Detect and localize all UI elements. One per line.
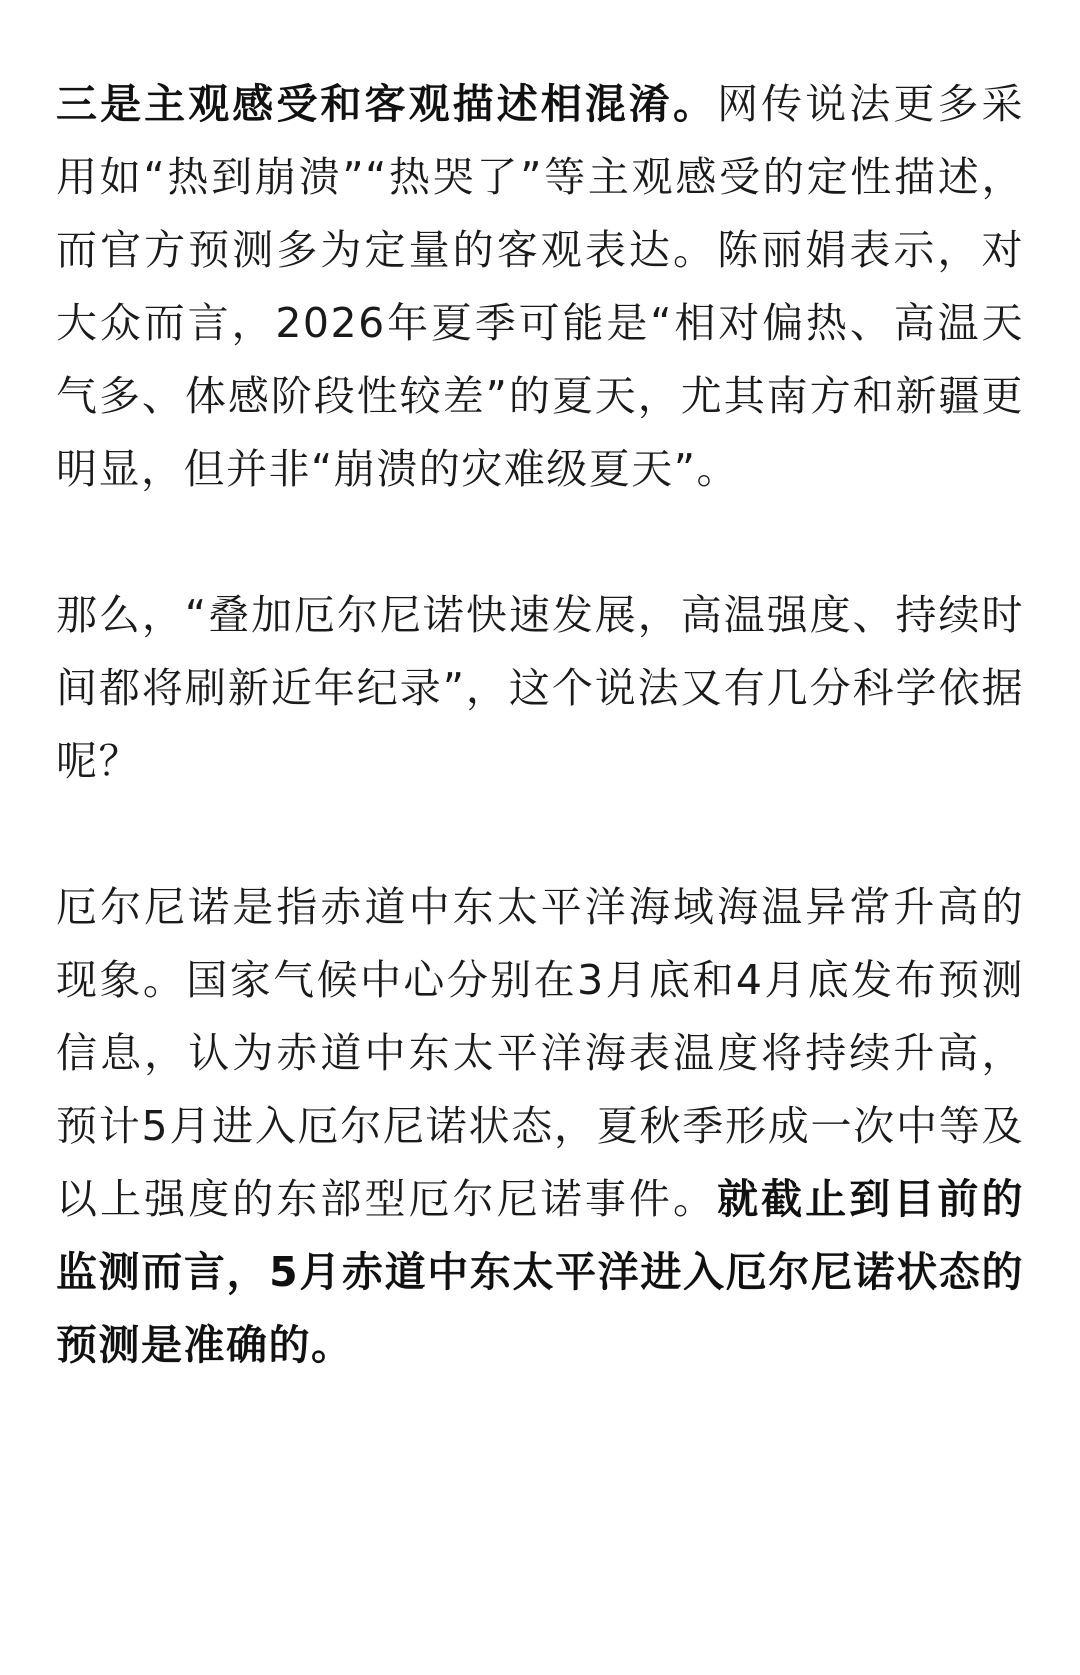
paragraph-subjective-vs-objective [56, 68, 1024, 506]
paragraph-question [56, 579, 1024, 798]
article-body [56, 68, 1024, 1382]
paragraph-1-bold-lead: 三是主观感受和客观描述相混淆。 [56, 80, 718, 128]
paragraph-3-bold-conclusion: 就截止到目前的监测而言，5月赤道中东太平洋进入厄尔尼诺状态的预测是准确的。 [56, 1175, 1025, 1369]
paragraph-1-text: 网传说法更多采用如“热到崩溃”“热哭了”等主观感受的定性描述，而官方预测多为定量的客观表达。陈丽娟表示，对大众而言，2026年夏季可能是“相对偏热、高温天气多、体感阶段性较差”的夏天，尤其南方和新疆更明显，但并非“崩溃的灾难级夏天”。 [56, 80, 1025, 493]
paragraph-2-text: 那么，“叠加厄尔尼诺快速发展，高温强度、持续时间都将刷新近年纪录”，这个说法又有几分科学依据呢？ [56, 591, 1024, 785]
paragraph-el-nino [56, 871, 1024, 1382]
paragraph-3-text: 厄尔尼诺是指赤道中东太平洋海域海温异常升高的现象。国家气候中心分别在3月底和4月底发布预测信息，认为赤道中东太平洋海表温度将持续升高，预计5月进入厄尔尼诺状态，夏秋季形成一次中等及以上强度的东部型厄尔尼诺事件。 [56, 883, 1024, 1223]
